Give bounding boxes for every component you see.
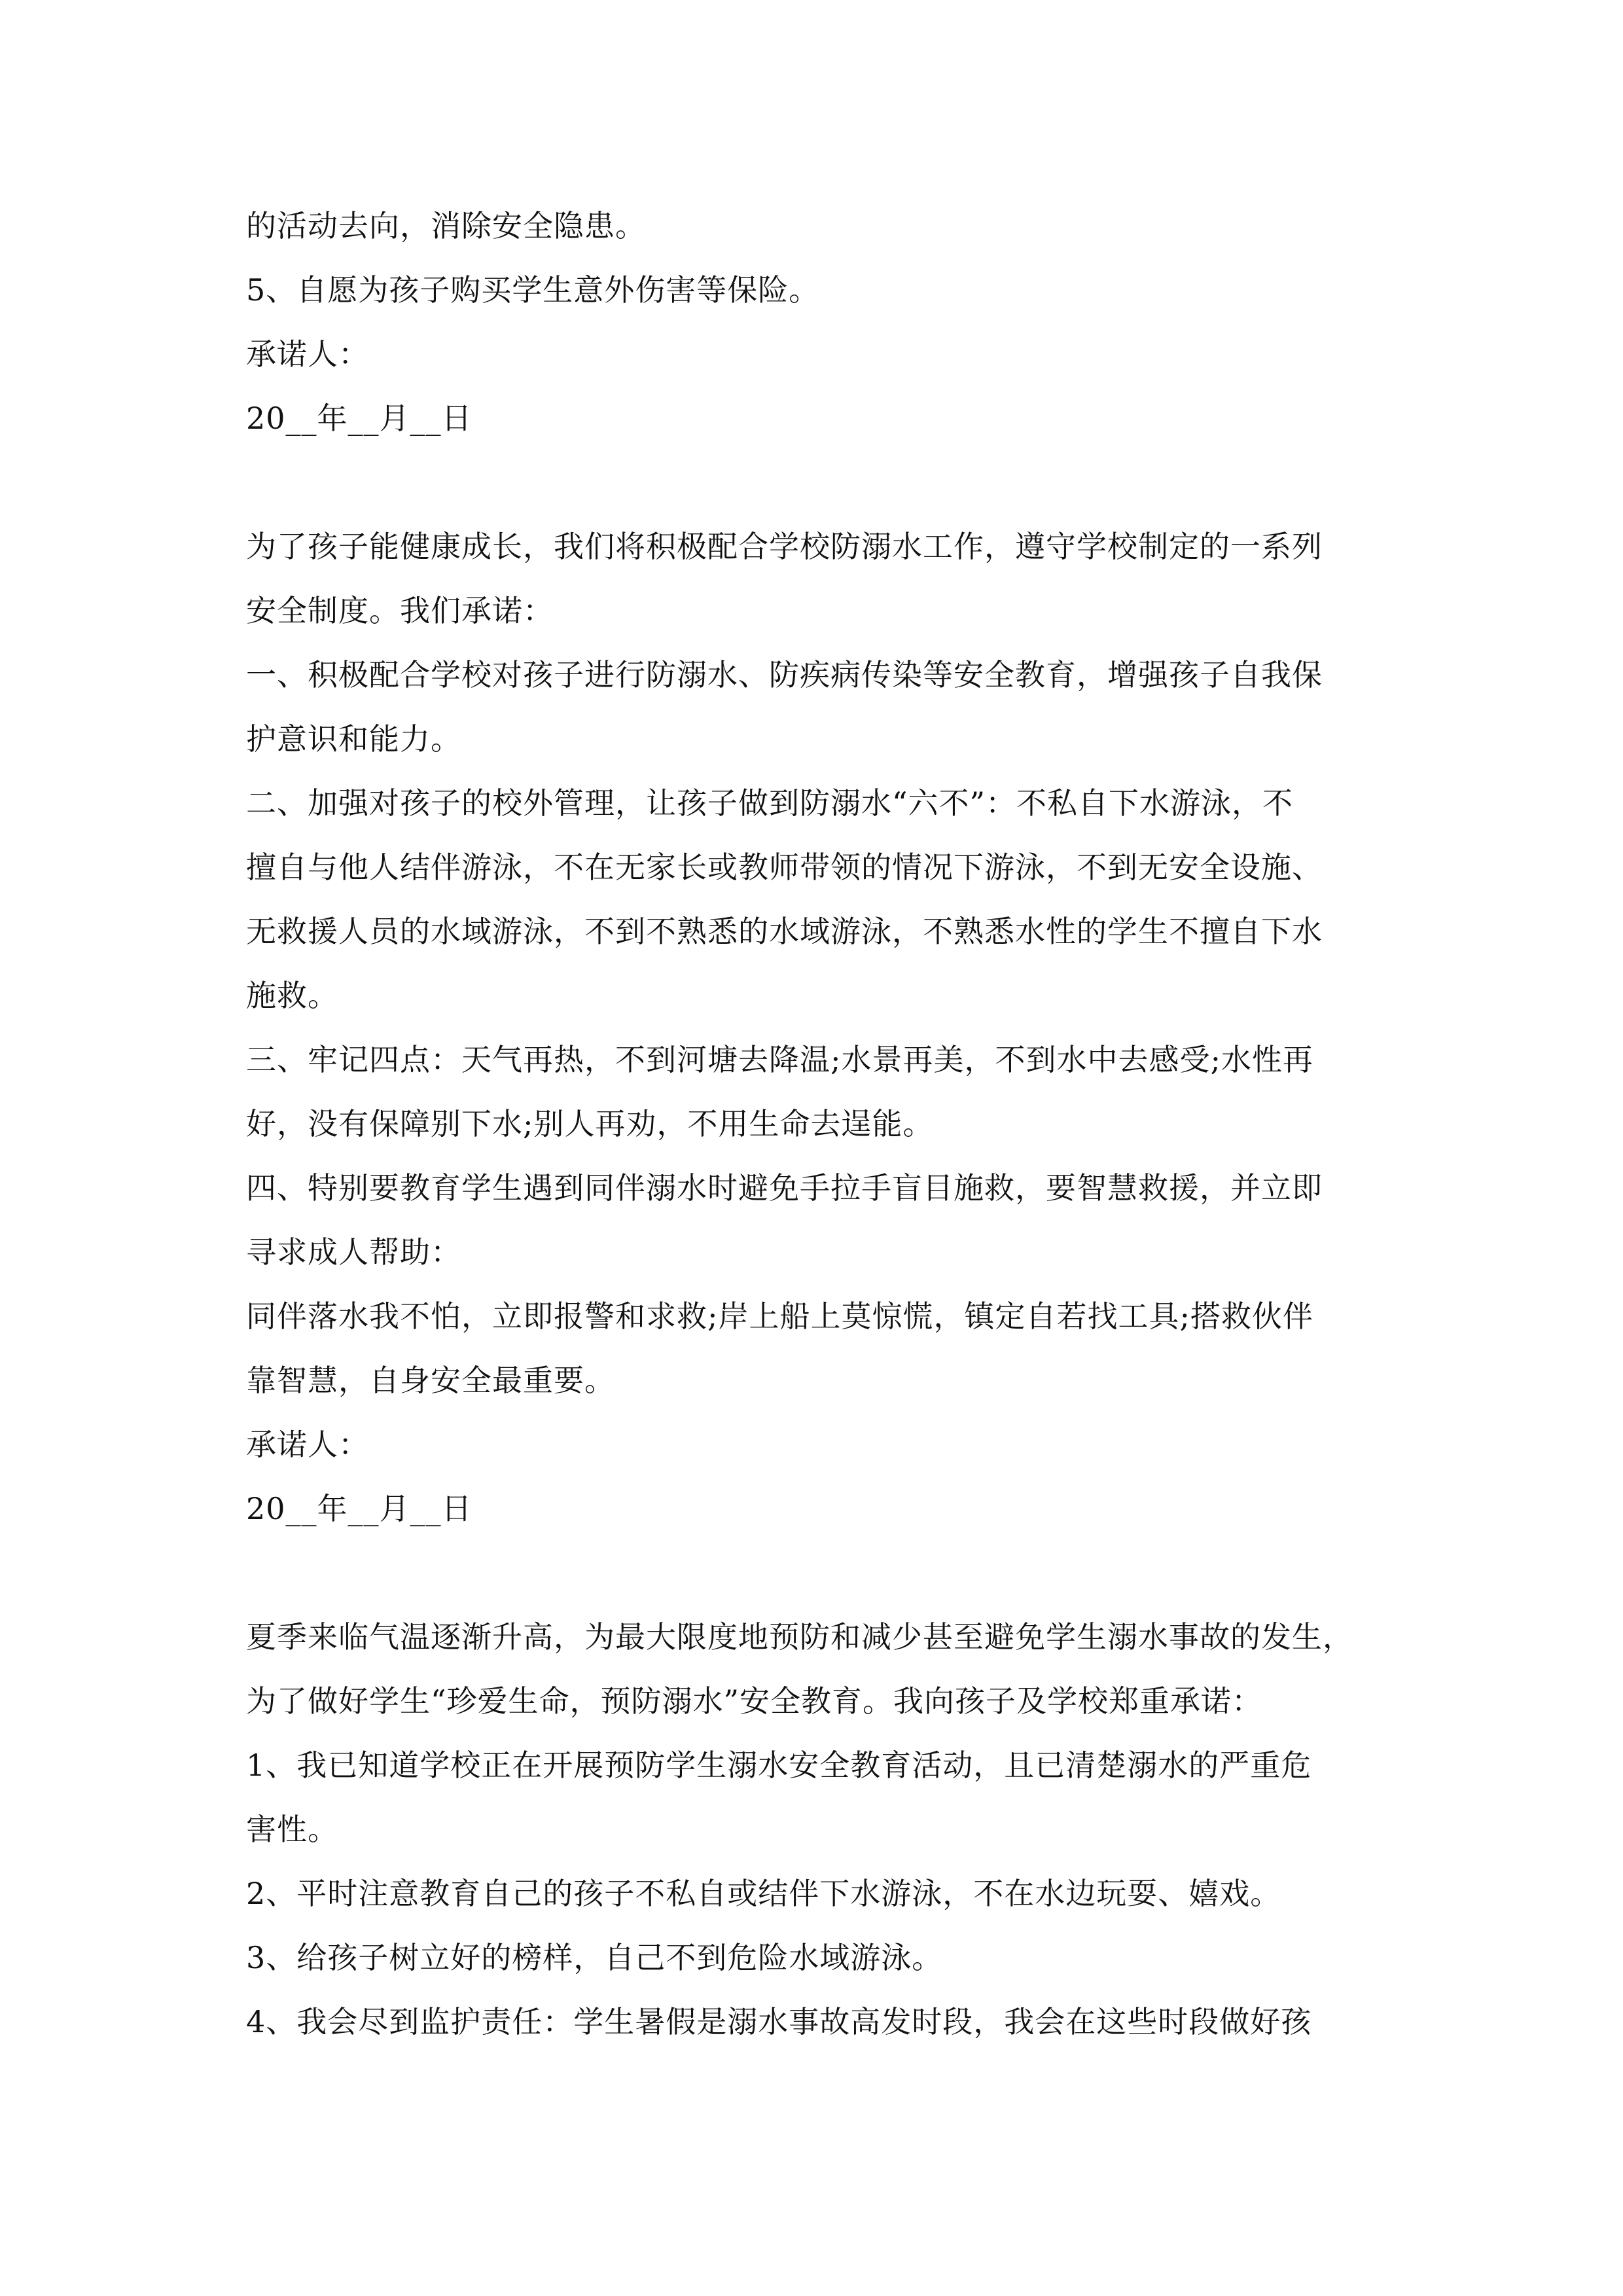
date-line: 20__年__月__日 bbox=[246, 1491, 473, 1526]
text-line: 擅自与他人结伴游泳，不在无家长或教师带领的情况下游泳，不到无安全设施、 bbox=[246, 850, 1323, 885]
text-line: 二、加强对孩子的校外管理，让孩子做到防溺水“六不”：不私自下水游泳，不 bbox=[246, 785, 1294, 821]
text-line: 2、平时注意教育自己的孩子不私自或结伴下水游泳，不在水边玩耍、嬉戏。 bbox=[246, 1876, 1281, 1911]
date-line: 20__年__月__日 bbox=[246, 401, 473, 436]
text-line: 护意识和能力。 bbox=[246, 721, 461, 757]
text-line: 3、给孩子树立好的榜样，自己不到危险水域游泳。 bbox=[246, 1940, 943, 1975]
text-line: 害性。 bbox=[246, 1812, 338, 1847]
signature-label: 承诺人： bbox=[246, 1427, 369, 1462]
signature-label: 承诺人： bbox=[246, 336, 369, 372]
text-line: 夏季来临气温逐渐升高，为最大限度地预防和减少甚至避免学生溺水事故的发生， bbox=[246, 1619, 1353, 1655]
text-line: 4、我会尽到监护责任：学生暑假是溺水事故高发时段，我会在这些时段做好孩 bbox=[246, 2004, 1312, 2039]
text-line: 1、我已知道学校正在开展预防学生溺水安全教育活动，且已清楚溺水的严重危 bbox=[246, 1748, 1312, 1783]
text-line: 寻求成人帮助： bbox=[246, 1234, 461, 1270]
text-line: 5、自愿为孩子购买学生意外伤害等保险。 bbox=[246, 272, 820, 308]
text-line: 施救。 bbox=[246, 978, 338, 1013]
text-line: 好，没有保障别下水;别人再劝，不用生命去逞能。 bbox=[246, 1106, 934, 1141]
document-body bbox=[246, 194, 1385, 2054]
text-line: 的活动去向，消除安全隐患。 bbox=[246, 208, 646, 243]
text-line: 靠智慧，自身安全最重要。 bbox=[246, 1363, 615, 1398]
text-line: 无救援人员的水域游泳，不到不熟悉的水域游泳，不熟悉水性的学生不擅自下水 bbox=[246, 914, 1323, 949]
text-line: 一、积极配合学校对孩子进行防溺水、防疾病传染等安全教育，增强孩子自我保 bbox=[246, 657, 1323, 692]
text-line: 三、牢记四点：天气再热，不到河塘去降温;水景再美，不到水中去感受;水性再 bbox=[246, 1042, 1313, 1077]
text-line: 安全制度。我们承诺： bbox=[246, 593, 554, 628]
paragraph-gap bbox=[246, 1541, 1385, 1605]
paragraph-gap bbox=[246, 450, 1385, 514]
text-line: 四、特别要教育学生遇到同伴溺水时避免手拉手盲目施救，要智慧救援，并立即 bbox=[246, 1170, 1323, 1206]
text-line: 为了孩子能健康成长，我们将积极配合学校防溺水工作，遵守学校制定的一系列 bbox=[246, 529, 1323, 564]
text-line: 同伴落水我不怕，立即报警和求救;岸上船上莫惊慌，镇定自若找工具;搭救伙伴 bbox=[246, 1299, 1313, 1334]
text-line: 为了做好学生“珍爱生命，预防溺水”安全教育。我向孩子及学校郑重承诺： bbox=[246, 1683, 1263, 1719]
